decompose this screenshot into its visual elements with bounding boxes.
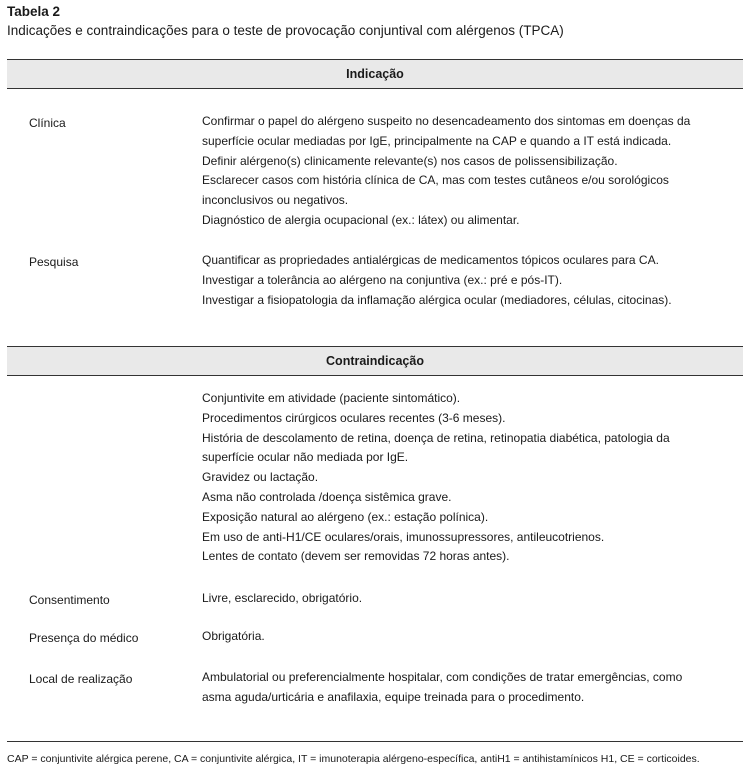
table-caption: Indicações e contraindicações para o teste de provocação conjuntival com alérgenos (TPCA) — [7, 23, 564, 38]
row-label-pesquisa: Pesquisa — [29, 255, 79, 269]
text-line: Confirmar o papel do alérgeno suspeito no desencadeamento dos sintomas em doenças da — [202, 114, 691, 128]
row-label-local-realizacao: Local de realização — [29, 672, 133, 686]
text-line: superfície ocular mediadas por IgE, principalmente na CAP e quando a IT está indicada. — [202, 133, 672, 148]
row-content-presenca-medico — [202, 627, 732, 647]
text-line: Ambulatorial ou preferencialmente hospitalar, com condições de tratar emergências, como — [202, 670, 683, 684]
section-header-contraindicacao: Contraindicação — [7, 346, 743, 376]
text-line: Obrigatória. — [202, 629, 265, 643]
row-content-pesquisa — [202, 251, 732, 310]
row-content-local-realizacao — [202, 668, 732, 708]
text-line: Definir alérgeno(s) clinicamente relevante(s) nos casos de polissensibilização. — [202, 153, 618, 168]
text-line: Investigar a tolerância ao alérgeno na conjuntiva (ex.: pré e pós-IT). — [202, 272, 563, 287]
text-line: asma aguda/urticária e anafilaxia, equipe treinada para o procedimento. — [202, 689, 585, 704]
text-line: Quantificar as propriedades antialérgicas de medicamentos tópicos oculares para CA. — [202, 253, 659, 267]
text-line: Livre, esclarecido, obrigatório. — [202, 591, 363, 605]
text-line: História de descolamento de retina, doença de retina, retinopatia diabética, patologia da — [202, 430, 670, 445]
text-line: Gravidez ou lactação. — [202, 470, 319, 485]
section-header-indicacao: Indicação — [7, 59, 743, 89]
row-label-clinica: Clínica — [29, 116, 66, 130]
row-content-clinica — [202, 112, 732, 231]
text-line: Procedimentos cirúrgicos oculares recentes (3-6 meses). — [202, 410, 506, 425]
contraindication-list — [202, 389, 732, 567]
text-line: superfície ocular não mediada por IgE. — [202, 450, 409, 465]
text-line: Conjuntivite em atividade (paciente sintomático). — [202, 391, 461, 405]
text-line: Em uso de anti-H1/CE oculares/orais, imunossupressores, antileucotrienos. — [202, 529, 605, 544]
table-footnote: CAP = conjuntivite alérgica perene, CA = conjuntivite alérgica, IT = imunoterapia alérgeno-específica, antiH1 = antihistamínicos H1, CE = corticoides. — [7, 753, 700, 765]
text-line: Esclarecer casos com história clínica de CA, mas com testes cutâneos e/ou sorológicos — [202, 173, 669, 188]
text-line: Asma não controlada /doença sistêmica grave. — [202, 489, 452, 504]
text-line: inconclusivos ou negativos. — [202, 193, 349, 208]
row-label-consentimento: Consentimento — [29, 593, 110, 607]
text-line: Investigar a fisiopatologia da inflamação alérgica ocular (mediadores, células, citocinas). — [202, 292, 672, 307]
footer-divider — [7, 741, 743, 742]
row-content-consentimento — [202, 589, 732, 609]
row-label-presenca-medico: Presença do médico — [29, 631, 139, 645]
table-title: Tabela 2 — [7, 4, 61, 19]
text-line: Exposição natural ao alérgeno (ex.: estação polínica). — [202, 509, 489, 524]
text-line: Diagnóstico de alergia ocupacional (ex.: látex) ou alimentar. — [202, 212, 520, 227]
text-line: Lentes de contato (devem ser removidas 72 horas antes). — [202, 549, 510, 564]
